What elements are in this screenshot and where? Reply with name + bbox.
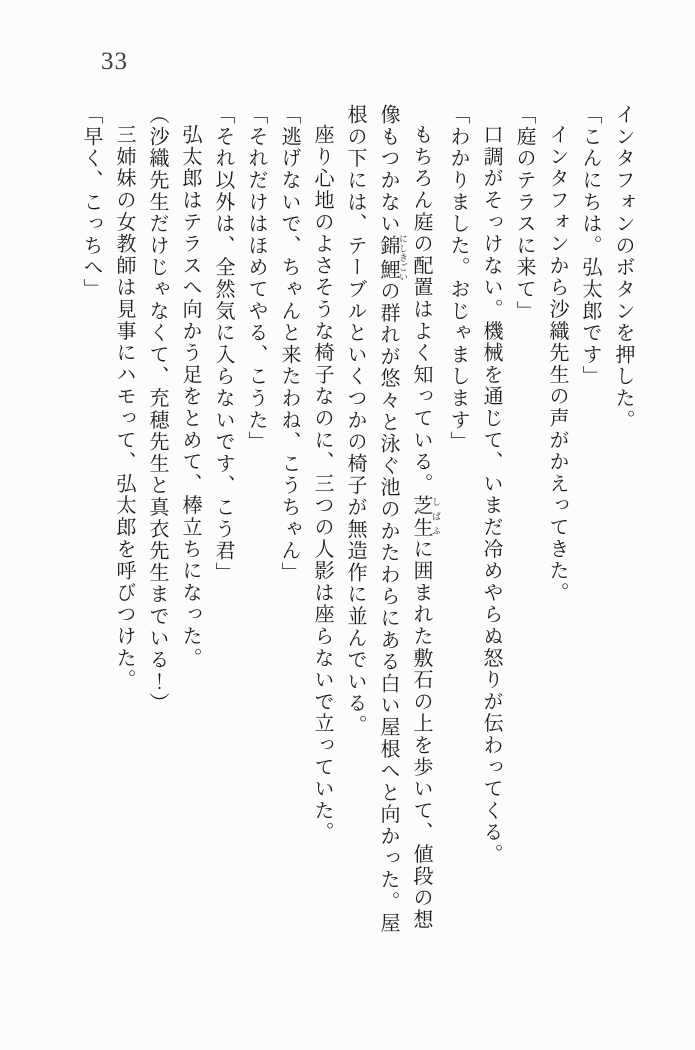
paragraph-line: 「早く、こっちへ」 [80, 104, 102, 301]
paragraph-line: （沙織先生だけじゃなくて、充穂先生と真衣先生までいる！） [146, 104, 168, 715]
paragraph-line: 口調がそっけない。機械を通じて、いまだ冷めやらぬ怒りが伝わってくる。 [480, 124, 502, 866]
vertical-text-block [74, 104, 639, 944]
paragraph-line: 「こんにちは。弘太郎です」 [579, 104, 601, 388]
paragraph-line: 「逃げないで、ちゃんと来たわね、こうちゃん」 [278, 104, 300, 584]
paragraph-line: インタフォンから沙織先生の声がかえってきた。 [546, 124, 568, 604]
paragraph-line: 「それだけはほめてやる、こうた」 [245, 104, 267, 453]
paragraph-line: 「庭のテラスに来て」 [513, 104, 535, 322]
paragraph-line: もちろん庭の配置はよく知っている。芝生 しばふに囲まれた敷石の上を歩いて、値段の想像もつかない錦鯉 にしきごいの群れが悠々と泳ぐ池のかたわらにある白い屋根へと向かった。屋根の下には、テーブルといくつかの椅子が無造作に並んでいる。 [344, 104, 441, 935]
ruby-annotated-word: 芝生 しばふ [410, 494, 441, 539]
paragraph-line: 三姉妹の女教師は見事にハモって、弘太郎を呼びつけた。 [113, 124, 135, 691]
paragraph-line: 弘太郎はテラスへ向かう足をとめて、棒立ちになった。 [179, 124, 201, 669]
paragraph-line: 「それ以外は、全然気に入らないです、こう君」 [212, 104, 234, 584]
ruby-annotated-word: 錦鯉 にしきごい [377, 233, 408, 282]
paragraph-line: 「わかりました。おじゃまします」 [447, 104, 469, 453]
furigana-reading: にしきごい [398, 233, 408, 282]
furigana-reading: しばふ [431, 494, 441, 539]
page-number: 33 [101, 48, 128, 75]
paragraph-line: インタフォンのボタンを押した。 [612, 104, 634, 431]
paragraph-line: 座り心地のよさそうな椅子なのに、三つの人影は座らないで立っていた。 [311, 124, 333, 844]
